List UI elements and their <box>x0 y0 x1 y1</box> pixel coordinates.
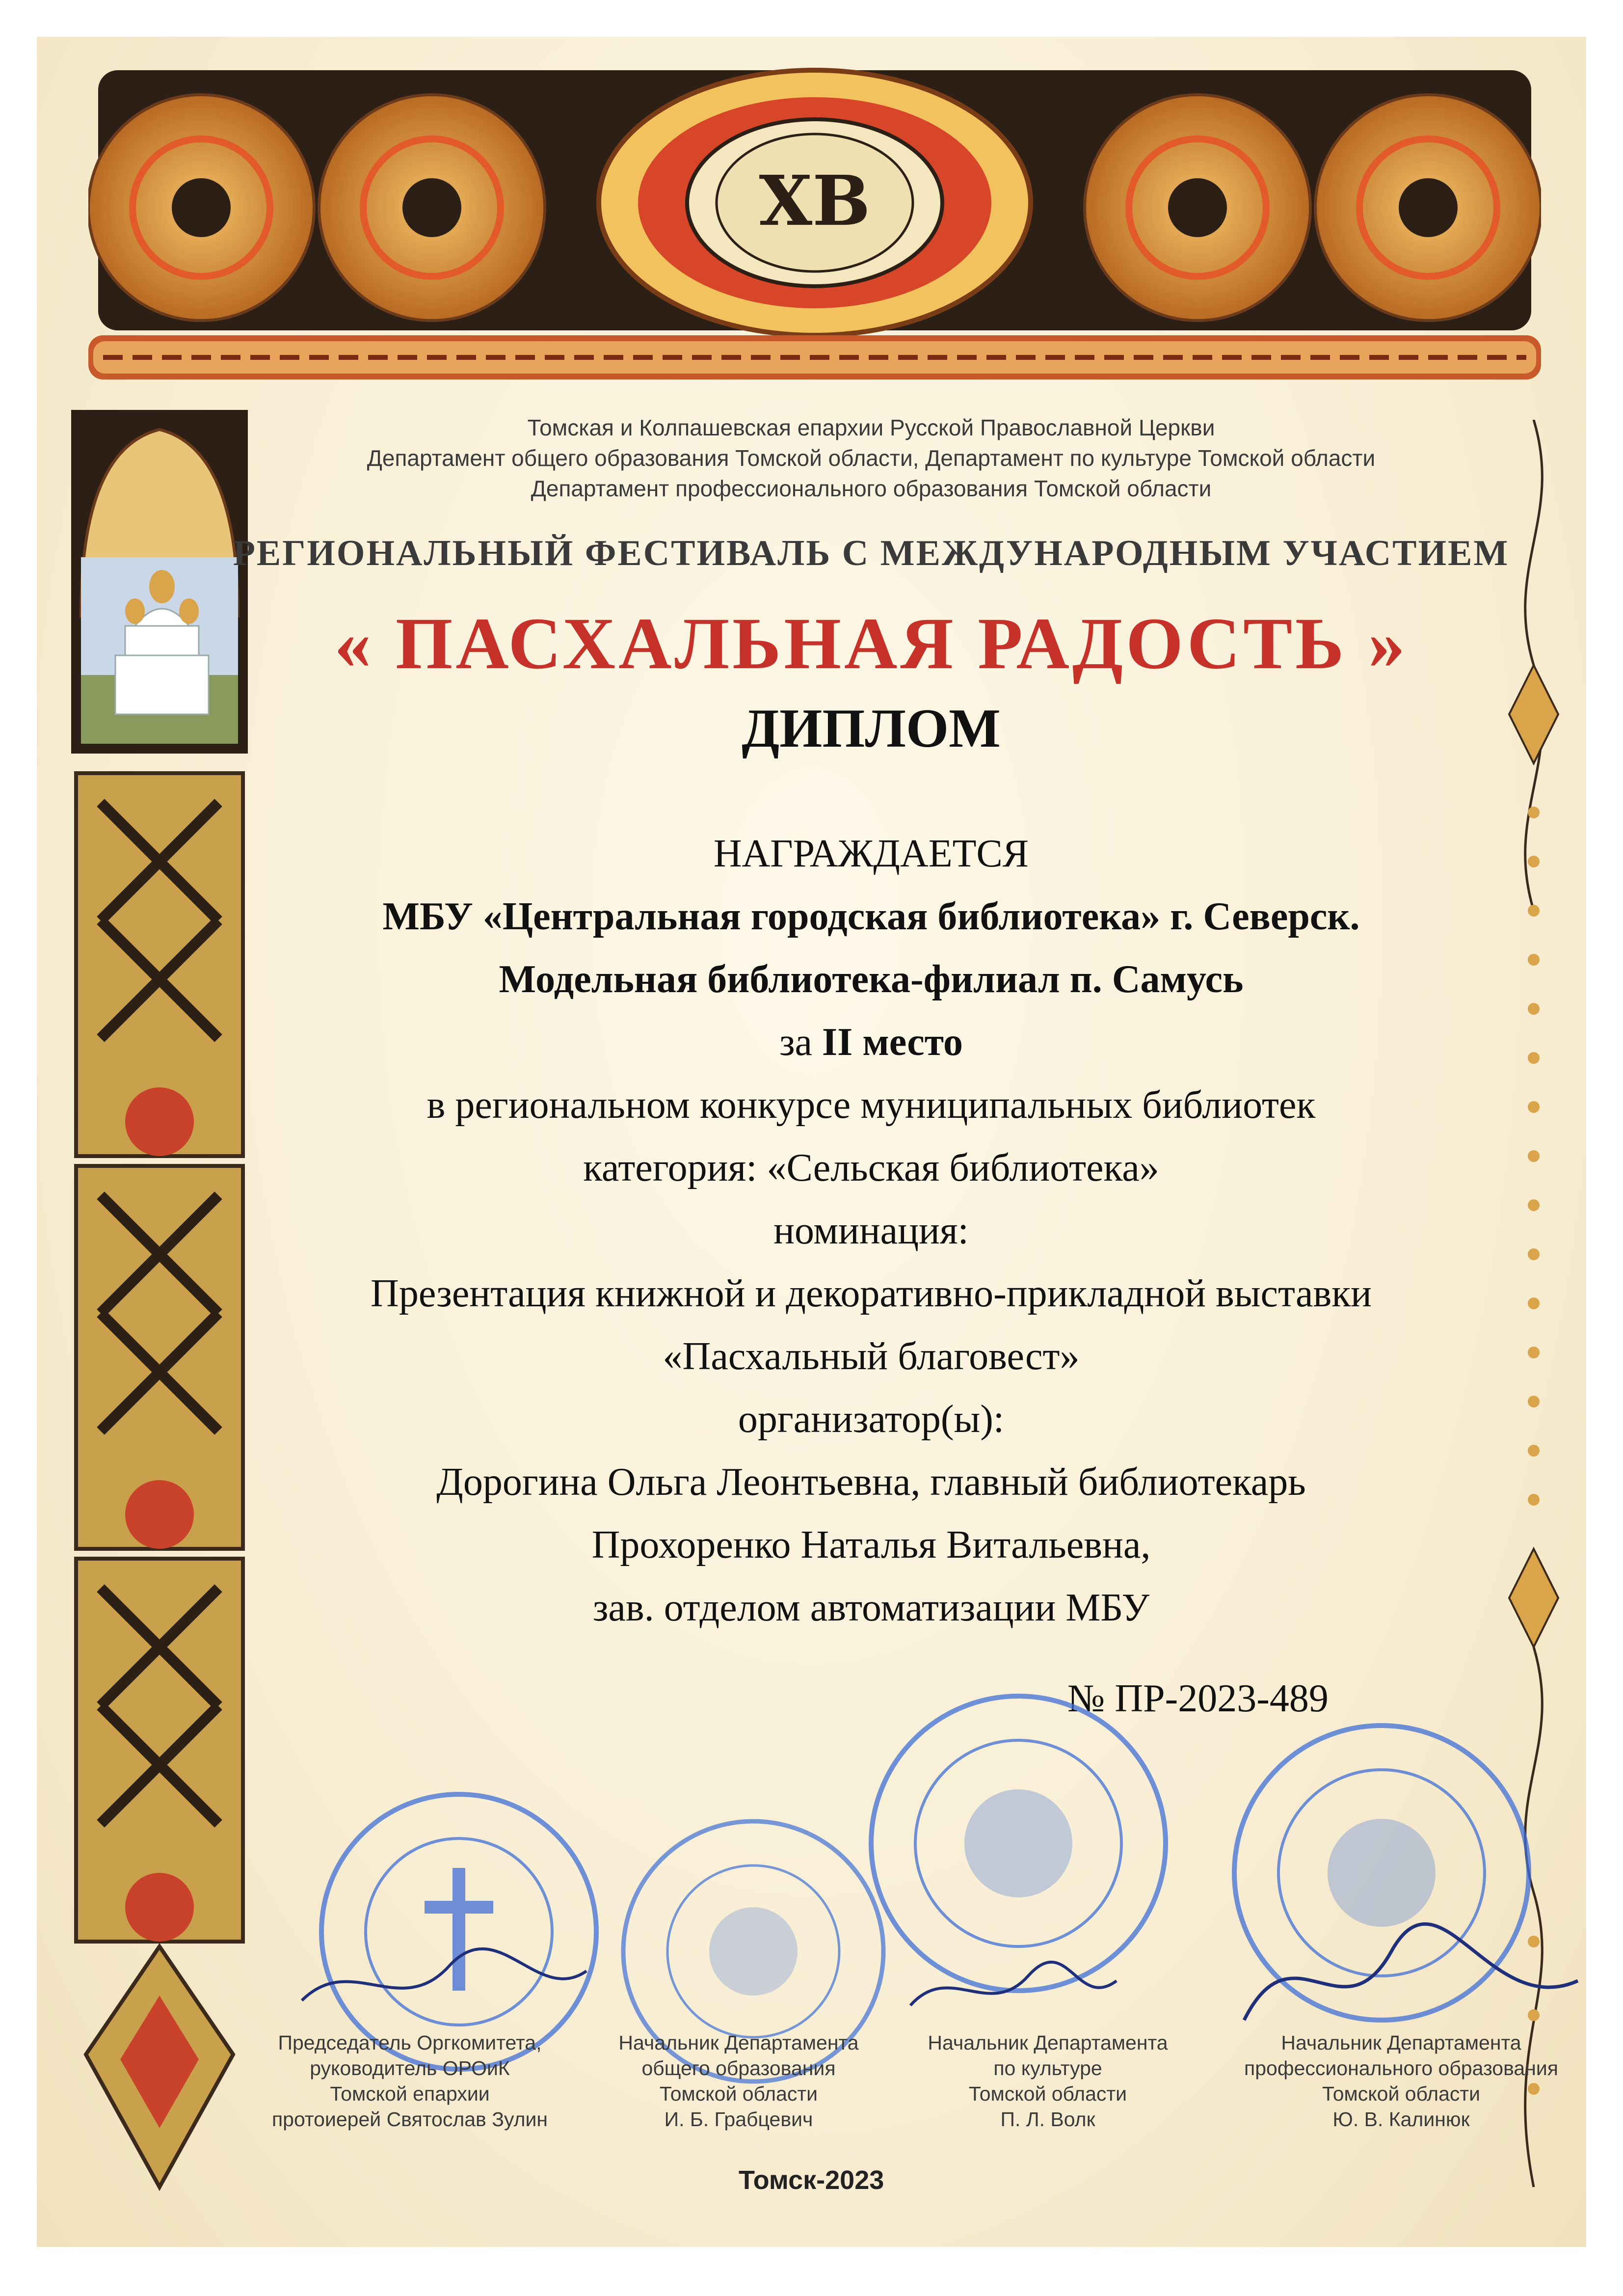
diploma-sheet <box>37 37 1586 2247</box>
place-value: II место <box>822 1021 963 1064</box>
signature-line: Начальник Департамента <box>1281 2031 1521 2054</box>
signature-prof-education <box>1220 2030 1583 2132</box>
diploma-body <box>184 822 1558 1639</box>
signature-line: Начальник Департамента <box>618 2031 859 2054</box>
place-prefix: за <box>779 1021 823 1064</box>
nomination-label: номинация: <box>773 1209 969 1252</box>
festival-name: « ПАСХАЛЬНАЯ РАДОСТЬ » <box>334 603 1408 684</box>
signature-line: руководитель ОРОиК <box>310 2057 510 2080</box>
recipient-line-1: МБУ «Центральная городская библиотека» г. Северск. <box>382 895 1360 938</box>
festival-subtitle: РЕГИОНАЛЬНЫЙ ФЕСТИВАЛЬ С МЕЖДУНАРОДНЫМ УЧАСТИЕМ <box>233 533 1510 573</box>
contest-line: в региональном конкурсе муниципальных библиотек <box>426 1083 1316 1127</box>
place-line <box>184 1011 1558 1074</box>
top-ornament-band <box>88 60 1541 384</box>
document-title: ДИПЛОМ <box>742 698 1001 759</box>
signature-line: протоиерей Святослав Зулин <box>271 2108 548 2131</box>
signature-line: профессионального образования <box>1244 2057 1558 2080</box>
signature-line: Томской области <box>659 2082 818 2105</box>
signature-line: Томской области <box>1322 2082 1481 2105</box>
monogram: ХВ <box>759 161 871 242</box>
signature-line: по культуре <box>993 2057 1102 2080</box>
nomination-line-1: Презентация книжной и декоративно-прикладной выставки <box>371 1272 1372 1315</box>
organizer-2-line-2: зав. отделом автоматизации МБУ <box>592 1586 1150 1629</box>
organizers-label: организатор(ы): <box>738 1398 1005 1441</box>
signature-line: И. Б. Грабцевич <box>664 2108 813 2131</box>
signature-line: Начальник Департамента <box>928 2031 1168 2054</box>
signature-chairman <box>258 2030 562 2132</box>
signature-line: Томской епархии <box>330 2082 490 2105</box>
issuer-line: Департамент общего образования Томской области, Департамент по культуре Томской области <box>367 445 1376 471</box>
signature-line: Ю. В. Калинюк <box>1332 2108 1470 2131</box>
category-line: категория: «Сельская библиотека» <box>583 1146 1159 1189</box>
city-year: Томск-2023 <box>739 2165 884 2195</box>
issuers-block <box>160 412 1583 504</box>
signature-line: П. Л. Волк <box>1000 2108 1095 2131</box>
nomination-line-2: «Пасхальный благовест» <box>663 1335 1080 1378</box>
recipient-line-2: Модельная библиотека-филиал п. Самусь <box>499 958 1244 1001</box>
signature-line: Председатель Оргкомитета, <box>278 2031 542 2054</box>
signature-line: общего образования <box>641 2057 836 2080</box>
organizer-1: Дорогина Ольга Леонтьевна, главный библиотекарь <box>436 1460 1306 1504</box>
diploma-number: № ПР-2023-489 <box>1067 1677 1329 1720</box>
issuer-line: Томская и Колпашевская епархии Русской Православной Церкви <box>527 415 1215 440</box>
awarded-label: НАГРАЖДАЕТСЯ <box>713 832 1029 875</box>
issuer-line: Департамент профессионального образования Томской области <box>531 476 1212 501</box>
signature-education <box>591 2030 886 2132</box>
signature-line: Томской области <box>968 2082 1127 2105</box>
organizer-2-line-1: Прохоренко Наталья Витальевна, <box>591 1523 1151 1567</box>
signature-culture <box>905 2030 1190 2132</box>
